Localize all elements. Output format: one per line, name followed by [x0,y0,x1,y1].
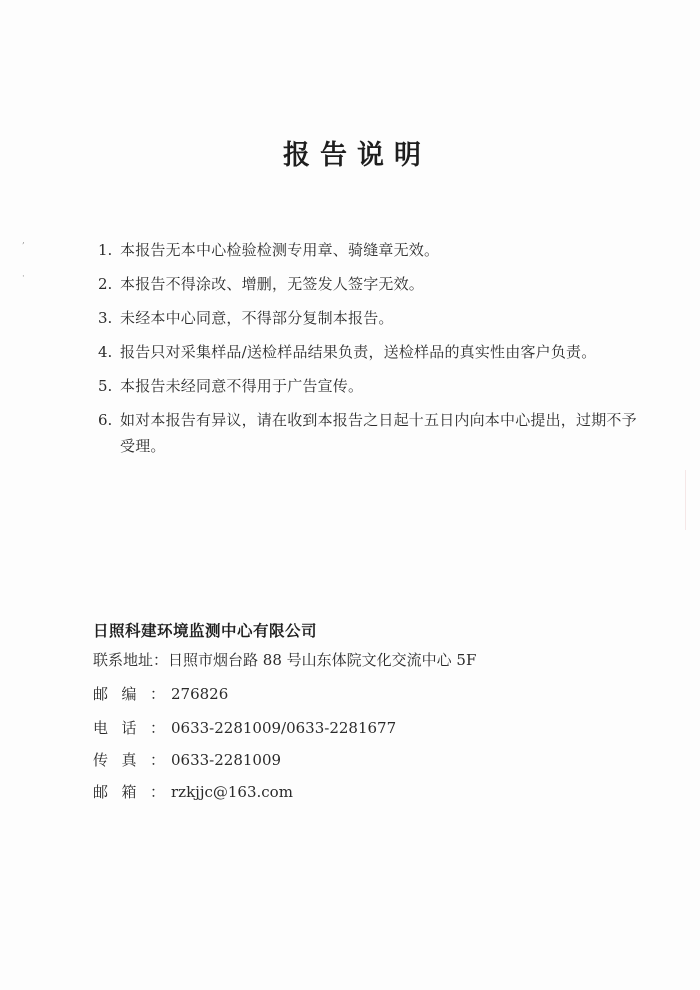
item-number: 5. [98,377,113,395]
list-item [98,274,638,294]
address-label: 联系地址： [93,651,169,669]
fax-value: 0633-2281009 [171,751,282,769]
notes-list [98,240,638,473]
postcode-value: 276826 [171,685,229,703]
list-item [98,240,638,260]
item-number: 4. [98,343,113,361]
contact-address-row [93,649,476,670]
page-title: 报告说明 [283,140,431,171]
item-number: 2. [98,275,113,293]
item-number: 3. [98,309,113,327]
phone-value: 0633-2281009/0633-2281677 [171,719,397,737]
contact-postcode-row [93,683,228,704]
contact-phone-row [93,717,396,738]
item-text: 本报告无本中心检验检测专用章、骑缝章无效。 [120,241,440,259]
list-item [98,308,638,328]
contact-email-row [93,781,293,802]
item-number: 1. [98,241,113,259]
company-name: 日照科建环境监测中心有限公司 [93,622,318,640]
list-item [98,342,638,362]
scan-artifact: ‚ [22,236,25,246]
email-label: 邮箱： [93,783,165,801]
item-number: 6. [98,411,113,429]
scan-artifact: · [22,272,25,282]
item-text: 如对本报告有异议，请在收到本报告之日起十五日内向本中心提出，过期不予受理。 [120,411,637,455]
phone-label: 电话： [93,719,165,737]
item-text: 本报告不得涂改、增删，无签发人签字无效。 [120,275,425,293]
item-text: 本报告未经同意不得用于广告宣传。 [120,377,364,395]
email-value: rzkjjc@163.com [171,783,293,801]
contact-fax-row [93,749,281,770]
item-text: 报告只对采集样品/送检样品结果负责，送检样品的真实性由客户负责。 [120,343,597,361]
list-item [98,376,638,396]
fax-label: 传真： [93,751,165,769]
list-item [98,410,638,459]
scan-artifact [685,470,696,530]
item-text: 未经本中心同意，不得部分复制本报告。 [120,309,394,327]
address-value: 日照市烟台路 88 号山东体院文化交流中心 5F [168,651,477,669]
postcode-label: 邮编： [93,685,165,703]
